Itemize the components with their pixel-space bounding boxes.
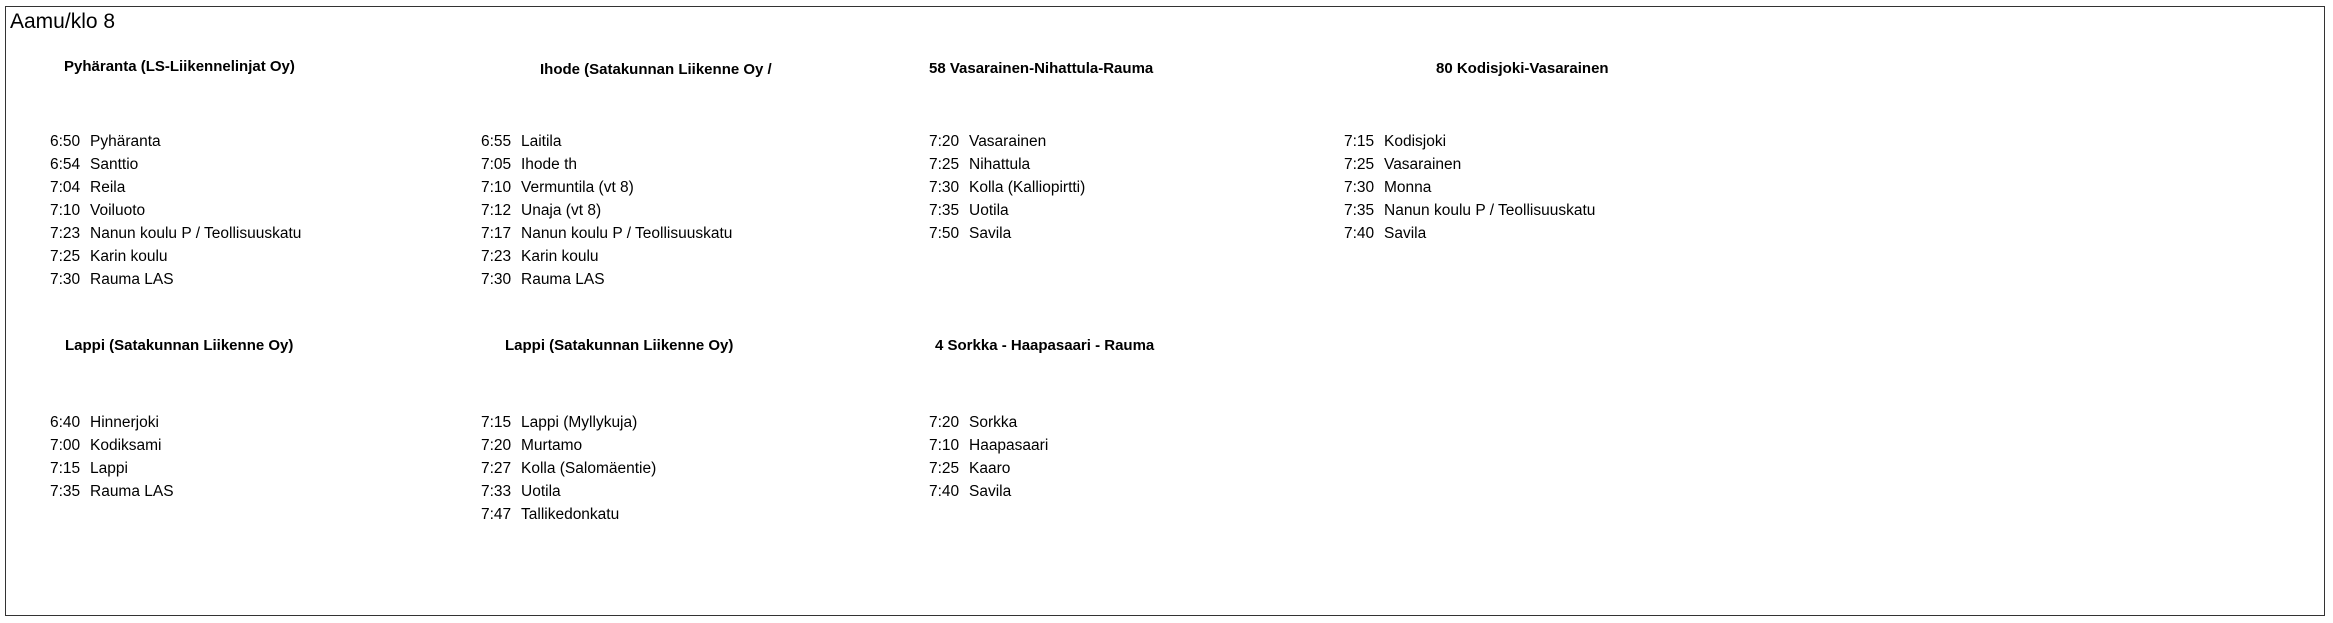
stop-name: Hinnerjoki (90, 414, 159, 431)
stop-time: 7:30 (1344, 179, 1375, 196)
stop-name: Lappi (Myllykuja) (521, 414, 638, 431)
stop-row (50, 153, 301, 176)
stop-time: 7:47 (481, 506, 512, 523)
stop-name: Lappi (90, 460, 128, 477)
stop-time: 7:20 (929, 133, 960, 150)
stop-time: 7:05 (481, 156, 512, 173)
stop-name: Uotila (969, 202, 1009, 219)
stop-list (1344, 130, 1595, 245)
stop-name: Unaja (vt 8) (521, 202, 602, 219)
stop-row (481, 153, 732, 176)
stop-row (481, 503, 656, 526)
stop-time: 7:20 (481, 437, 512, 454)
stop-row (50, 268, 301, 291)
stop-time: 7:50 (929, 225, 960, 242)
stop-row (50, 199, 301, 222)
stop-time: 7:23 (481, 248, 512, 265)
stop-row (50, 176, 301, 199)
stop-row (1344, 222, 1595, 245)
stop-time: 7:30 (481, 271, 512, 288)
stop-name: Kodisjoki (1384, 133, 1447, 150)
stop-row (929, 411, 1048, 434)
stop-list (929, 411, 1048, 503)
stop-list (481, 411, 656, 526)
stop-row (929, 130, 1085, 153)
stop-list (929, 130, 1085, 245)
stop-row (481, 411, 656, 434)
stop-name: Santtio (90, 156, 139, 173)
stop-row (1344, 176, 1595, 199)
stop-list (481, 130, 732, 291)
stop-row (50, 411, 174, 434)
stop-row (1344, 199, 1595, 222)
stop-row (481, 434, 656, 457)
stop-time: 7:10 (481, 179, 512, 196)
stop-list (50, 411, 174, 503)
stop-name: Pyhäranta (90, 133, 161, 150)
stop-time: 7:40 (929, 483, 960, 500)
route-title: 58 Vasarainen-Nihattula-Rauma (929, 60, 1154, 77)
stop-name: Kodiksami (90, 437, 162, 454)
stop-time: 7:10 (50, 202, 81, 219)
stop-time: 7:23 (50, 225, 81, 242)
stop-time: 7:15 (481, 414, 512, 431)
stop-name: Rauma LAS (90, 483, 174, 500)
stop-row (481, 245, 732, 268)
stop-name: Murtamo (521, 437, 583, 454)
stop-name: Vasarainen (1384, 156, 1462, 173)
stop-time: 6:50 (50, 133, 81, 150)
stop-time: 7:20 (929, 414, 960, 431)
route-title: Lappi (Satakunnan Liikenne Oy) (505, 337, 734, 354)
stop-name: Kolla (Salomäentie) (521, 460, 657, 477)
stop-row (481, 222, 732, 245)
stop-row (929, 434, 1048, 457)
stop-row (481, 176, 732, 199)
stop-name: Rauma LAS (90, 271, 174, 288)
stop-row (481, 268, 732, 291)
stop-row (929, 199, 1085, 222)
stop-row (50, 245, 301, 268)
stop-name: Nanun koulu P / Teollisuuskatu (521, 225, 733, 242)
stop-list (50, 130, 301, 291)
stop-time: 7:04 (50, 179, 81, 196)
stop-name: Reila (90, 179, 126, 196)
stop-time: 7:33 (481, 483, 512, 500)
stop-name: Nihattula (969, 156, 1031, 173)
stop-time: 7:25 (929, 460, 960, 477)
stop-time: 7:27 (481, 460, 512, 477)
stop-name: Tallikedonkatu (521, 506, 620, 523)
stop-name: Kaaro (969, 460, 1011, 477)
stop-name: Monna (1384, 179, 1432, 196)
stop-name: Nanun koulu P / Teollisuuskatu (1384, 202, 1596, 219)
stop-time: 7:10 (929, 437, 960, 454)
stop-name: Karin koulu (90, 248, 168, 265)
stop-name: Kolla (Kalliopirtti) (969, 179, 1086, 196)
stop-time: 7:12 (481, 202, 512, 219)
stop-time: 6:54 (50, 156, 81, 173)
stop-row (481, 457, 656, 480)
stop-time: 7:25 (1344, 156, 1375, 173)
stop-row (481, 130, 732, 153)
stop-name: Karin koulu (521, 248, 599, 265)
route-title: Ihode (Satakunnan Liikenne Oy / (540, 61, 772, 78)
stop-row (481, 199, 732, 222)
stop-row (481, 480, 656, 503)
stop-name: Rauma LAS (521, 271, 605, 288)
stop-row (50, 480, 174, 503)
stop-row (1344, 153, 1595, 176)
stop-name: Savila (1384, 225, 1427, 242)
stop-time: 6:55 (481, 133, 512, 150)
stop-name: Uotila (521, 483, 561, 500)
route-title: 80 Kodisjoki-Vasarainen (1436, 60, 1609, 77)
stop-time: 7:00 (50, 437, 81, 454)
route-title: 4 Sorkka - Haapasaari - Rauma (935, 337, 1155, 354)
stop-name: Ihode th (521, 156, 578, 173)
stop-row (50, 457, 174, 480)
stop-row (929, 480, 1048, 503)
stop-row (1344, 130, 1595, 153)
stop-name: Sorkka (969, 414, 1018, 431)
stop-time: 7:25 (50, 248, 81, 265)
stop-time: 7:30 (929, 179, 960, 196)
stop-time: 7:35 (50, 483, 81, 500)
stop-row (929, 457, 1048, 480)
stop-row (50, 222, 301, 245)
stop-name: Vermuntila (vt 8) (521, 179, 634, 196)
stop-name: Savila (969, 483, 1012, 500)
stop-time: 7:17 (481, 225, 512, 242)
stop-time: 7:25 (929, 156, 960, 173)
route-title: Lappi (Satakunnan Liikenne Oy) (65, 337, 294, 354)
stop-row (50, 434, 174, 457)
stop-name: Haapasaari (969, 437, 1049, 454)
stop-row (929, 222, 1085, 245)
stop-row (929, 153, 1085, 176)
page-title: Aamu/klo 8 (10, 10, 116, 33)
stop-time: 7:35 (1344, 202, 1375, 219)
stop-time: 6:40 (50, 414, 81, 431)
stop-name: Savila (969, 225, 1012, 242)
stop-time: 7:15 (50, 460, 81, 477)
route-title: Pyhäranta (LS-Liikennelinjat Oy) (64, 58, 295, 75)
stop-name: Vasarainen (969, 133, 1047, 150)
stop-name: Voiluoto (90, 202, 146, 219)
sheet-frame (5, 6, 2325, 616)
stop-time: 7:30 (50, 271, 81, 288)
stop-time: 7:40 (1344, 225, 1375, 242)
stop-row (929, 176, 1085, 199)
stop-time: 7:35 (929, 202, 960, 219)
stop-row (50, 130, 301, 153)
stop-time: 7:15 (1344, 133, 1375, 150)
stop-name: Laitila (521, 133, 562, 150)
stop-name: Nanun koulu P / Teollisuuskatu (90, 225, 302, 242)
